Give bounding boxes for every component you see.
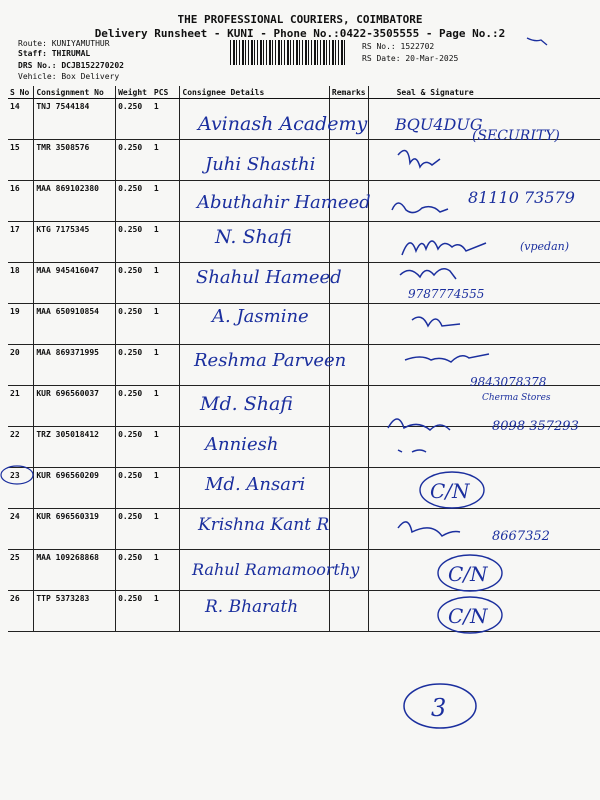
vehicle-label: Vehicle: Box Delivery — [18, 72, 120, 81]
col-consignment: Consignment No — [34, 86, 116, 99]
weight-cell: 0.250 — [116, 591, 152, 632]
sno-cell: 21 — [8, 386, 34, 427]
consignee-name-hw: A. Jasmine — [212, 306, 309, 327]
pcs-cell: 1 — [152, 140, 180, 181]
sno-cell: 25 — [8, 550, 34, 591]
signature-scribble — [405, 354, 489, 362]
cn-stamp-text: C/N — [430, 479, 470, 503]
pcs-cell: 1 — [152, 345, 180, 386]
weight-cell: 0.250 — [116, 386, 152, 427]
signature-note-hw: BQU4DUG — [395, 115, 483, 134]
signature-note-hw: (vpedan) — [520, 240, 570, 253]
sno-cell: 23 — [8, 468, 34, 509]
cn-stamp-text: C/N — [448, 604, 488, 628]
consignment-cell: MAA 109268868 — [34, 550, 116, 591]
consignee-name-hw: Md. Shafi — [200, 393, 293, 415]
consignee-name-hw: N. Shafi — [215, 226, 292, 248]
consignee-name-hw: Md. Ansari — [205, 474, 306, 495]
sno-cell: 22 — [8, 427, 34, 468]
weight-cell: 0.250 — [116, 468, 152, 509]
signature-note-hw: 9787774555 — [408, 287, 485, 301]
sno-cell: 16 — [8, 181, 34, 222]
sno-cell: 14 — [8, 99, 34, 140]
staff-label: Staff: THIRUMAL — [18, 49, 91, 58]
sno-cell: 26 — [8, 591, 34, 632]
col-pcs: PCS — [152, 86, 180, 99]
weight-cell: 0.250 — [116, 99, 152, 140]
consignment-cell: KUR 696560037 — [34, 386, 116, 427]
col-remarks: Remarks — [329, 86, 368, 99]
consignment-cell: KUR 696560209 — [34, 468, 116, 509]
signature-note-hw: 8667352 — [492, 529, 550, 544]
cn-stamp-text: C/N — [448, 562, 488, 586]
weight-cell: 0.250 — [116, 181, 152, 222]
pcs-cell: 1 — [152, 591, 180, 632]
signature-note-hw: Cherma Stores — [482, 393, 551, 403]
consignee-name-hw: Avinash Academy — [198, 113, 368, 135]
rs-date: RS Date: 20-Mar-2025 — [362, 54, 459, 63]
runsheet-title: THE PROFESSIONAL COURIERS, COIMBATORE — [177, 13, 423, 26]
pcs-cell: 1 — [152, 386, 180, 427]
row-23-circle — [1, 466, 33, 484]
signature-scribble — [412, 317, 460, 326]
signature-scribble — [398, 522, 460, 536]
consignee-name-hw: Abuthahir Hameed — [197, 192, 371, 213]
pcs-cell: 1 — [152, 99, 180, 140]
pcs-cell: 1 — [152, 550, 180, 591]
signature-note-hw: 9843078378 — [470, 375, 547, 389]
pcs-cell: 1 — [152, 509, 180, 550]
weight-cell: 0.250 — [116, 304, 152, 345]
signature-scribble — [398, 151, 440, 168]
pcs-cell: 1 — [152, 222, 180, 263]
weight-cell: 0.250 — [116, 140, 152, 181]
pcs-cell: 1 — [152, 263, 180, 304]
sno-cell: 17 — [8, 222, 34, 263]
signature-scribble — [388, 419, 450, 430]
sno-cell: 18 — [8, 263, 34, 304]
consignment-cell: MAA 650910854 — [34, 304, 116, 345]
consignee-name-hw: Shahul Hameed — [196, 267, 342, 288]
page-count-mark: 3 — [431, 694, 447, 722]
consignment-cell: TMR 3508576 — [34, 140, 116, 181]
consignment-cell: KUR 696560319 — [34, 509, 116, 550]
weight-cell: 0.250 — [116, 509, 152, 550]
consignment-cell: TNJ 7544184 — [34, 99, 116, 140]
pcs-cell: 1 — [152, 181, 180, 222]
pcs-cell: 1 — [152, 468, 180, 509]
rs-number: RS No.: 1522702 — [362, 42, 435, 51]
sno-cell: 15 — [8, 140, 34, 181]
consignment-cell: MAA 945416047 — [34, 263, 116, 304]
weight-cell: 0.250 — [116, 263, 152, 304]
pcs-cell: 1 — [152, 427, 180, 468]
signature-scribble — [392, 203, 448, 213]
drs-label: DRS No.: DCJB152270202 — [18, 61, 124, 70]
signature-note-hw: (SECURITY) — [472, 128, 560, 144]
col-weight: Weight — [116, 86, 152, 99]
consignment-cell: TRZ 305018412 — [34, 427, 116, 468]
col-sno: S No — [8, 86, 34, 99]
weight-cell: 0.250 — [116, 222, 152, 263]
runsheet-subtitle: Delivery Runsheet - KUNI - Phone No.:0422-3505555 - Page No.:2 — [94, 27, 506, 40]
signature-scribble — [398, 450, 426, 452]
pen-mark-top — [527, 38, 547, 45]
consignment-cell: MAA 869102380 — [34, 181, 116, 222]
consignee-name-hw: Juhi Shasthi — [205, 154, 316, 175]
consignee-name-hw: R. Bharath — [205, 597, 299, 617]
consignee-name-hw: Krishna Kant R — [198, 515, 330, 535]
consignee-name-hw: Reshma Parveen — [194, 350, 347, 371]
consignment-cell: KTG 7175345 — [34, 222, 116, 263]
weight-cell: 0.250 — [116, 427, 152, 468]
col-signature: Seal & Signature — [368, 86, 600, 99]
pcs-cell: 1 — [152, 304, 180, 345]
sno-cell: 19 — [8, 304, 34, 345]
consignment-cell: MAA 869371995 — [34, 345, 116, 386]
signature-note-hw: 8098 357293 — [492, 419, 579, 434]
consignee-name-hw: Rahul Ramamoorthy — [192, 560, 360, 579]
signature-scribble — [400, 269, 456, 279]
signature-note-hw: 81110 73579 — [468, 188, 575, 207]
consignment-cell: TTP 5373283 — [34, 591, 116, 632]
sno-cell: 20 — [8, 345, 34, 386]
consignee-name-hw: Anniesh — [205, 434, 279, 455]
signature-scribble — [402, 241, 486, 255]
sno-cell: 24 — [8, 509, 34, 550]
col-consignee: Consignee Details — [180, 86, 329, 99]
weight-cell: 0.250 — [116, 550, 152, 591]
route-label: Route: KUNIYAMUTHUR — [18, 39, 110, 48]
weight-cell: 0.250 — [116, 345, 152, 386]
